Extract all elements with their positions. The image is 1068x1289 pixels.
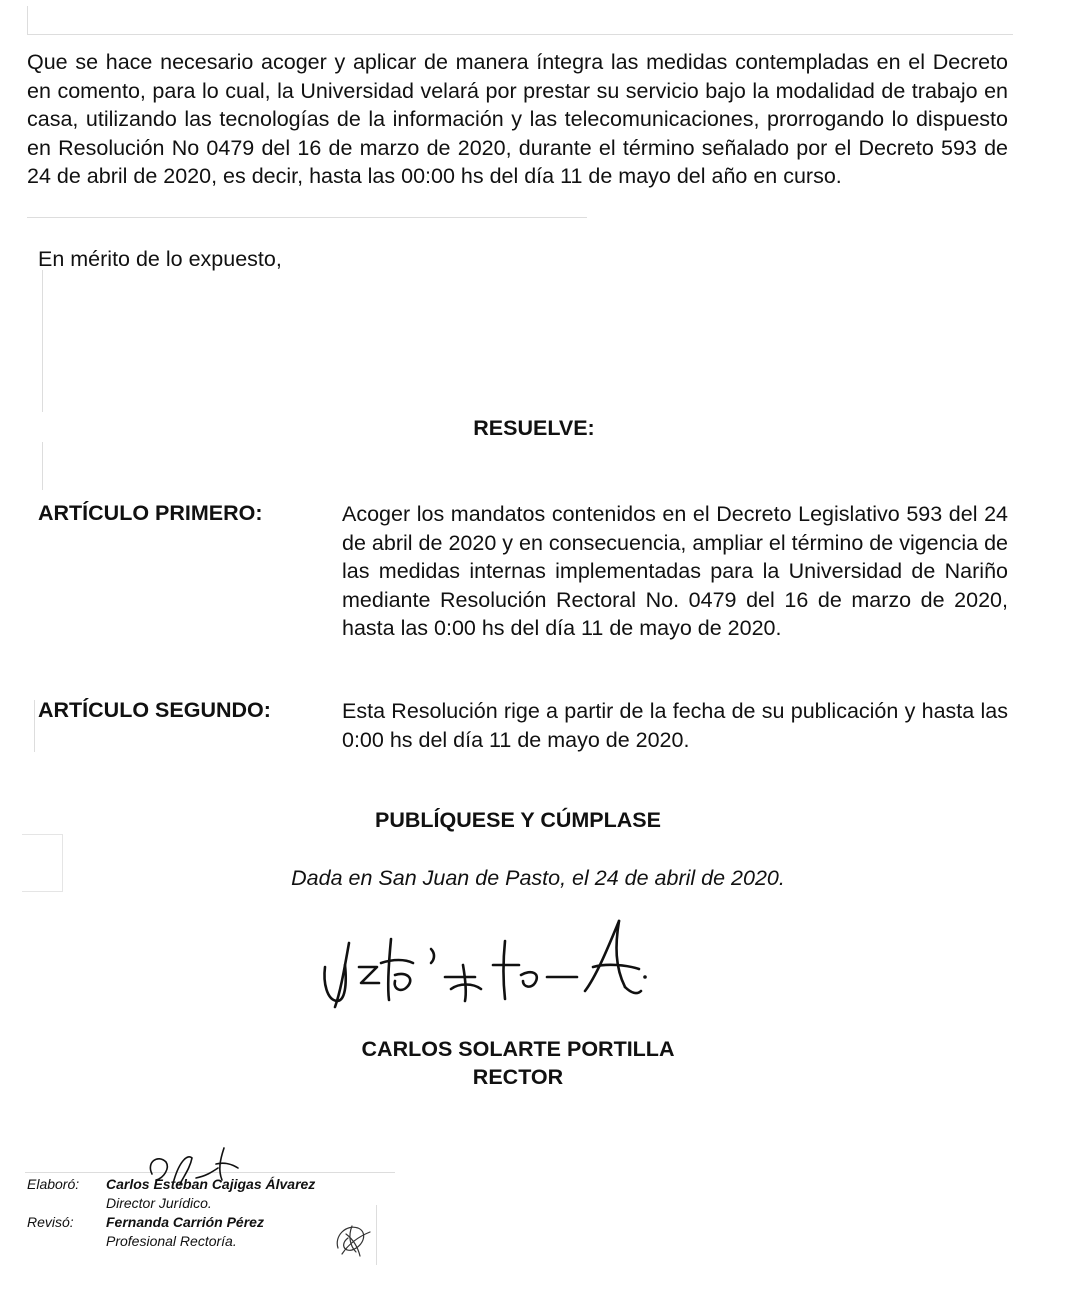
article-2-text: Esta Resolución rige a partir de la fecha de su publicación y hasta las 0:00 hs del día 11 de mayo de 2020. — [342, 699, 1008, 752]
elaboro-role: Director Jurídico. — [106, 1195, 212, 1211]
signer-name: CARLOS SOLARTE PORTILLA — [361, 1037, 675, 1061]
article-1-label: ARTÍCULO PRIMERO: — [38, 501, 263, 525]
elaboro-name: Carlos Esteban Cajigas Álvarez — [106, 1176, 316, 1192]
closing-formula: PUBLÍQUESE Y CÚMPLASE — [375, 808, 661, 832]
article-2-label: ARTÍCULO SEGUNDO: — [38, 698, 271, 722]
left-margin-rule-2 — [42, 442, 43, 490]
reviso-role: Profesional Rectoría. — [106, 1233, 237, 1249]
considerando-paragraph: Que se hace necesario acoger y aplicar de manera íntegra las medidas contempladas en el Decreto en comento, para lo cual, la Universidad velará por prestar su servicio bajo la modalidad de trabajo en casa, utilizando las tecnologías de la información y las telecomunicaciones, prorrogando lo dispuesto en Resolución No 0479 del 16 de marzo de 2020, durante el término señalado por el Decreto 593 de 24 de abril de 2020, es decir, hasta las 00:00 hs del día 11 de mayo del año en curso. — [27, 50, 1008, 188]
merito-text: En mérito de lo expuesto, — [38, 247, 282, 271]
reviso-label: Revisó: — [27, 1214, 74, 1230]
left-margin-rule-3 — [34, 700, 35, 752]
elaboro-label: Elaboró: — [27, 1176, 80, 1192]
top-rule — [27, 34, 1013, 35]
footer-vertical-rule — [376, 1205, 377, 1265]
signer-title: RECTOR — [472, 1065, 564, 1089]
top-left-tick — [27, 6, 28, 34]
issued-place-date: Dada en San Juan de Pasto, el 24 de abril de 2020. — [291, 866, 785, 890]
reviso-initials-image — [328, 1218, 376, 1262]
resuelve-heading: RESUELVE: — [473, 416, 595, 440]
reviso-name: Fernanda Carrión Pérez — [106, 1214, 264, 1230]
rector-signature-image — [315, 905, 655, 1015]
paragraph-underline — [27, 217, 587, 218]
signer-block — [0, 1035, 1036, 1091]
left-margin-rule — [42, 270, 43, 412]
article-1-text: Acoger los mandatos contenidos en el Decreto Legislativo 593 del 24 de abril de 2020 y en consecuencia, ampliar el término de vigencia de las medidas internas implementadas para la Universidad de Nariño mediante Resolución Rectoral No. 0479 del 16 de marzo de 2020, hasta las 0:00 hs del día 11 de mayo de 2020. — [342, 502, 1008, 640]
